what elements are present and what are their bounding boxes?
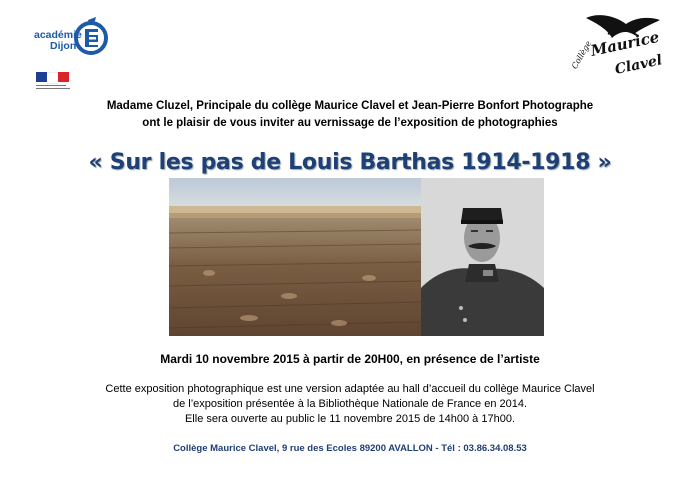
academie-word: académie xyxy=(34,29,82,41)
soldier-portrait-photo xyxy=(421,178,544,336)
description-line-2: de l’exposition présentée à la Bibliothèque Nationale de France en 2014. xyxy=(172,398,528,410)
republique-flag-icon xyxy=(36,72,69,84)
college-maurice-clavel-logo xyxy=(568,10,668,86)
academie-city: Dijon xyxy=(50,40,77,52)
field-photo xyxy=(169,178,421,336)
invitation-line-1: Madame Cluzel, Principale du collège Maurice Clavel et Jean-Pierre Bonfort Photographe xyxy=(106,100,594,112)
academie-e-icon xyxy=(74,16,108,56)
description-line-3: Elle sera ouverte au public le 11 novembre 2015 de 14h00 à 17h00. xyxy=(184,413,516,425)
description-line-1: Cette exposition photographique est une version adaptée au hall d’accueil du collège Maurice Clavel xyxy=(105,383,595,395)
invitation-line-2: ont le plaisir de vous inviter au vernissage de l’exposition de photographies xyxy=(142,117,558,129)
logo-maurice-word: Maurice xyxy=(589,27,661,60)
academie-dijon-logo xyxy=(30,14,112,94)
event-date: Mardi 10 novembre 2015 à partir de 20H00, en présence de l’artiste xyxy=(160,352,540,366)
logo-college-word: Collège xyxy=(569,39,594,71)
republique-motto-icon xyxy=(36,84,70,92)
college-address: Collège Maurice Clavel, 9 rue des Ecoles 89200 AVALLON - Tél : 03.86.34.08.53 xyxy=(173,443,527,454)
logo-clavel-word: Clavel xyxy=(613,52,664,78)
exhibition-title: « Sur les pas de Louis Barthas 1914-1918 » xyxy=(88,150,612,175)
